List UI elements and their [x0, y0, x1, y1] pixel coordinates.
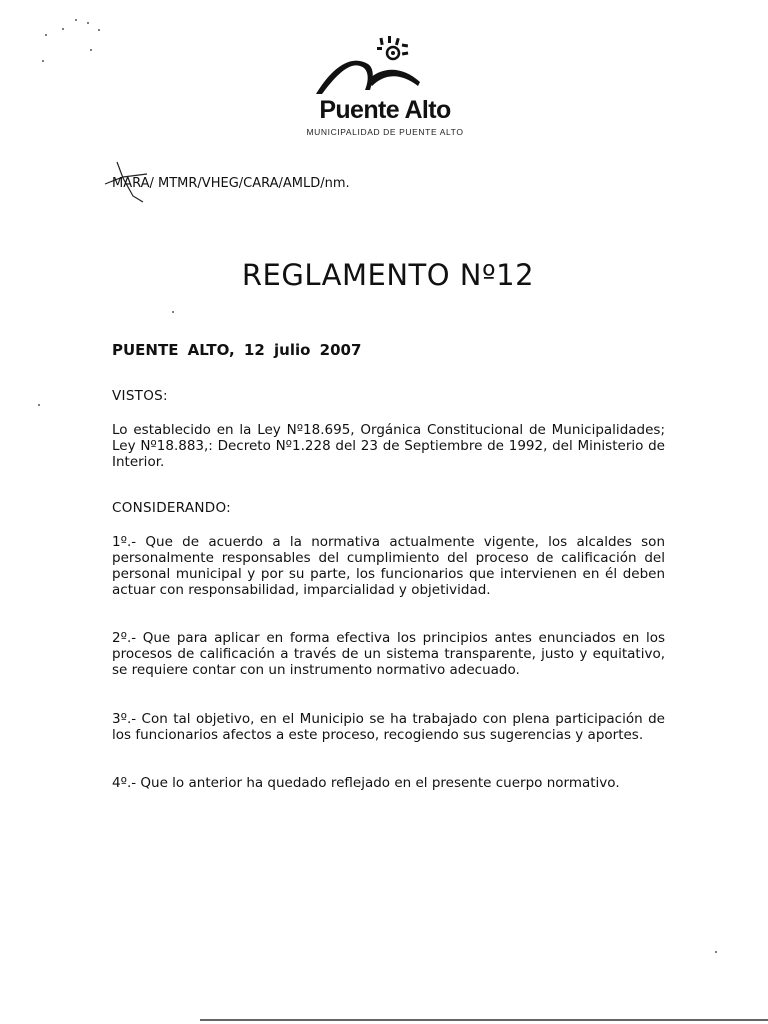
date-line: PUENTE ALTO, 12 julio 2007 [112, 341, 362, 359]
scan-speck [38, 404, 40, 406]
considerando-item-3: 3º.- Con tal objetivo, en el Municipio se ha trabajado con plena participación de los funcionarios afectos a este proceso, recogiendo sus sugerencias y aportes. [112, 711, 665, 743]
document-title: REGLAMENTO Nº12 [241, 258, 535, 292]
logo-name: Puente Alto [319, 96, 451, 124]
reference-code: MARA/ MTMR/VHEG/CARA/AMLD/nm. [112, 176, 350, 191]
scan-speck [715, 951, 717, 953]
scan-speck [42, 60, 44, 62]
considerando-item-4: 4º.- Que lo anterior ha quedado reflejado en el presente cuerpo normativo. [112, 775, 620, 791]
considerando-item-1: 1º.- Que de acuerdo a la normativa actualmente vigente, los alcaldes son personalmente responsables del cumplimiento del proceso de calificación del personal municipal y por su parte, los funcionarios que intervienen en él deben actuar con responsabilidad, imparcialidad y objetividad. [112, 534, 665, 598]
scan-speck [75, 19, 77, 21]
vistos-paragraph: Lo establecido en la Ley Nº18.695, Orgánica Constitucional de Municipalidades; Ley Nº18.883,: Decreto Nº1.228 del 23 de Septiembre de 1992, del Ministerio de Interior. [112, 422, 665, 470]
section-heading-considerando: CONSIDERANDO: [112, 500, 232, 516]
scan-speck [90, 49, 92, 51]
scan-speck [98, 29, 100, 31]
scan-speck [172, 311, 174, 313]
scan-speck [45, 34, 47, 36]
logo-subtitle: MUNICIPALIDAD DE PUENTE ALTO [306, 127, 464, 137]
considerando-item-2: 2º.- Que para aplicar en forma efectiva los principios antes enunciados en los procesos de calificación a través de un sistema transparente, justo y equitativo, se requiere contar con un instrumento normativo adecuado. [112, 630, 665, 678]
scan-speck [87, 22, 89, 24]
page-bottom-edge [200, 1019, 768, 1021]
section-heading-vistos: VISTOS: [112, 388, 168, 404]
puente-alto-logo-icon [308, 34, 428, 98]
scan-speck [62, 28, 64, 30]
